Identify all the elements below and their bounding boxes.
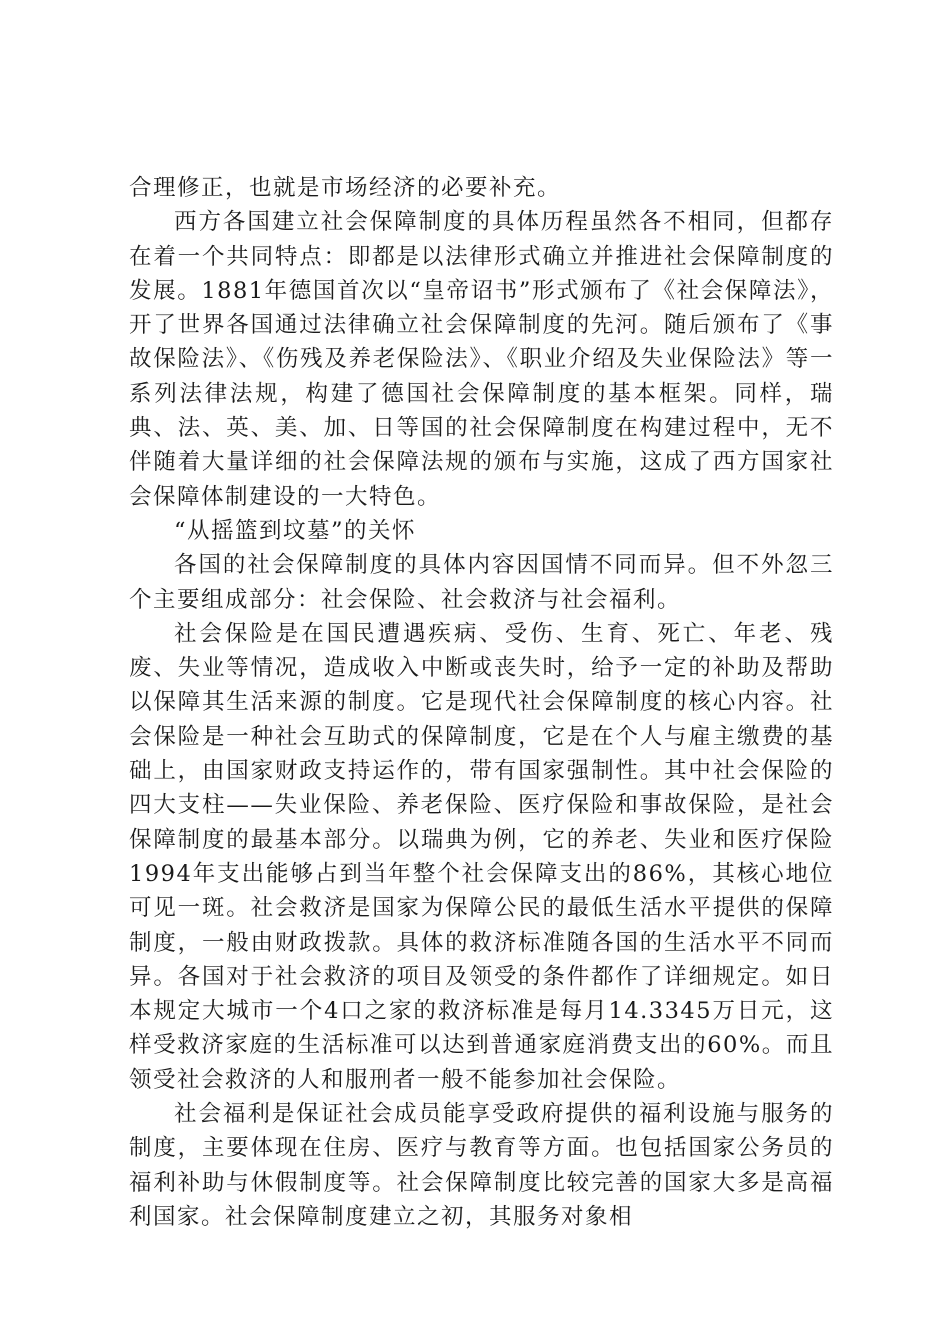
paragraph-social-insurance: 社会保险是在国民遭遇疾病、受伤、生育、死亡、年老、残废、失业等情况，造成收入中断或丧失时，给予一定的补助及帮助以保障其生活来源的制度。它是现代社会保障制度的核心内容。社会保险是一种社会互助式的保障制度，它是在个人与雇主缴费的基础上，由国家财政支持运作的，带有国家强制性。其中社会保险的四大支柱——失业保险、养老保险、医疗保险和事故保险，是社会保障制度的最基本部分。以瑞典为例，它的养老、失业和医疗保险1994年支出能够占到当年整个社会保障支出的86%，其核心地位可见一斑。社会救济是国家为保障公民的最低生活水平提供的保障制度，一般由财政拨款。具体的救济标准随各国的生活水平不同而异。各国对于社会救济的项目及领受的条件都作了详细规定。如日本规定大城市一个4口之家的救济标准是每月14.3345万日元，这样受救济家庭的生活标准可以达到普通家庭消费支出的60%。而且领受社会救济的人和服刑者一般不能参加社会保险。 <box>129 620 834 1093</box>
section-heading-cradle-to-grave: “从摇篮到坟墓”的关怀 <box>174 517 417 544</box>
paragraph-legal-history: 西方各国建立社会保障制度的具体历程虽然各不相同，但都存在着一个共同特点：即都是以法律形式确立并推进社会保障制度的发展。1881年德国首次以“皇帝诏书”形式颁布了《社会保障法》，开了世界各国通过法律确立社会保障制度的先河。随后颁布了《事故保险法》、《伤残及养老保险法》、《职业介绍及失业保险法》等一系列法律法规，构建了德国社会保障制度的基本框架。同样，瑞典、法、英、美、加、日等国的社会保障制度在构建过程中，无不伴随着大量详细的社会保障法规的颁布与实施，这成了西方国家社会保障体制建设的一大特色。 <box>129 209 834 510</box>
document-body <box>129 171 834 1234</box>
paragraph-components: 各国的社会保障制度的具体内容因国情不同而异。但不外忽三个主要组成部分：社会保险、社会救济与社会福利。 <box>129 552 834 613</box>
paragraph-social-welfare: 社会福利是保证社会成员能享受政府提供的福利设施与服务的制度，主要体现在住房、医疗与教育等方面。也包括国家公务员的福利补助与休假制度等。社会保障制度比较完善的国家大多是高福利国家。社会保障制度建立之初，其服务对象相 <box>129 1101 834 1230</box>
paragraph-continuation: 合理修正，也就是市场经济的必要补充。 <box>129 175 562 201</box>
